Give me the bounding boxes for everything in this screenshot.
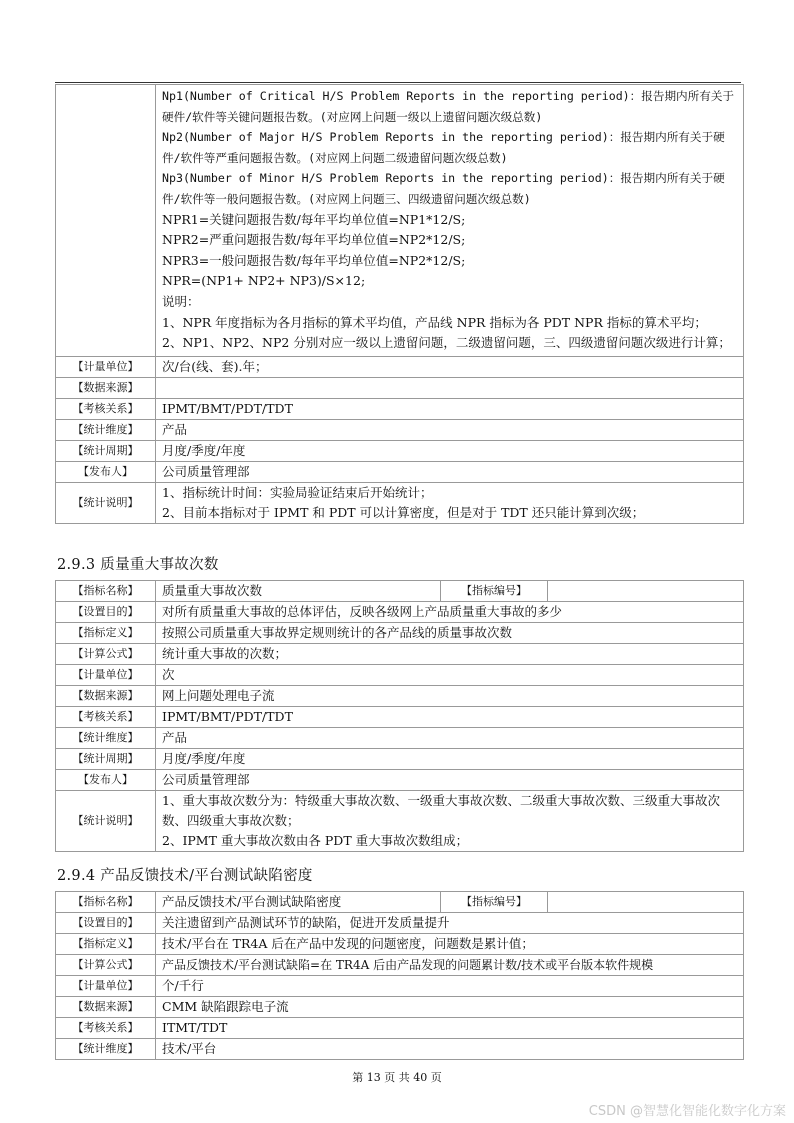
header-rule [55,82,741,83]
formula-value: 产品反馈技术/平台测试缺陷=在 TR4A 后由产品发现的问题累计数/技术或平台版本软件规模 [156,955,744,976]
relation-label: 【考核关系】 [56,1018,156,1039]
notes-label: 【统计说明】 [56,791,156,852]
name-label: 【指标名称】 [56,581,156,602]
name-value: 产品反馈技术/平台测试缺陷密度 [156,892,441,913]
notes-label: 【统计说明】 [56,482,156,523]
indicator-table-2-9-4 [55,891,744,1060]
purpose-value: 关注遗留到产品测试环节的缺陷，促进开发质量提升 [156,913,744,934]
publisher-label: 【发布人】 [56,461,156,482]
publisher-value: 公司质量管理部 [156,461,744,482]
source-value: CMM 缺陷跟踪电子流 [156,997,744,1018]
desc-line: NPR2=严重问题报告数/每年平均单位值=NP2*12/S; [162,232,466,248]
source-label: 【数据来源】 [56,997,156,1018]
relation-value: IPMT/BMT/PDT/TDT [156,398,744,419]
unit-value: 个/千行 [156,976,744,997]
formula-label: 【计算公式】 [56,955,156,976]
desc-line: NPR1=关键问题报告数/每年平均单位值=NP1*12/S; [162,211,466,227]
note-line: 2、IPMT 重大事故次数由各 PDT 重大事故次数组成； [162,833,469,848]
dimension-value: 技术/平台 [156,1039,744,1060]
period-label: 【统计周期】 [56,440,156,461]
code-label: 【指标编号】 [441,581,548,602]
purpose-value: 对所有质量重大事故的总体评估，反映各级网上产品质量重大事故的多少 [156,602,744,623]
watermark: CSDN @智慧化智能化数字化方案 [588,1104,786,1119]
relation-label: 【考核关系】 [56,707,156,728]
note-line: 1、指标统计时间：实验局验证结束后开始统计； [162,484,433,500]
name-value: 质量重大事故次数 [156,581,441,602]
source-label: 【数据来源】 [56,686,156,707]
formula-description [156,85,744,357]
dimension-value: 产品 [156,728,744,749]
relation-label: 【考核关系】 [56,398,156,419]
formula-label: 【计算公式】 [56,644,156,665]
relation-value: ITMT/TDT [156,1018,744,1039]
notes-value [156,482,744,523]
desc-line: Np3(Number of Minor H/S Problem Reports in the reporting period)：报告期内所有关于硬件/软件等一般问题报告数。(对应网上问题三、四级遗留问题次级总数) [162,171,725,206]
relation-value: IPMT/BMT/PDT/TDT [156,707,744,728]
period-label: 【统计周期】 [56,749,156,770]
period-value: 月度/季度/年度 [156,749,744,770]
definition-value: 按照公司质量重大事故界定规则统计的各产品线的质量事故次数 [156,623,744,644]
code-value [548,581,744,602]
name-label: 【指标名称】 [56,892,156,913]
dimension-label: 【统计维度】 [56,1039,156,1060]
source-value [156,377,744,398]
section-heading-2-9-4: 2.9.4 产品反馈技术/平台测试缺陷密度 [57,868,313,884]
purpose-label: 【设置目的】 [56,602,156,623]
source-label: 【数据来源】 [56,377,156,398]
indicator-table-2-9-3 [55,580,744,852]
definition-value: 技术/平台在 TR4A 后在产品中发现的问题密度，问题数是累计值； [156,934,744,955]
indicator-table-continued [55,84,744,524]
unit-value: 次/台(线、套).年； [156,356,744,377]
blank-label-cell [56,85,156,357]
definition-label: 【指标定义】 [56,623,156,644]
section-heading-2-9-3: 2.9.3 质量重大事故次数 [57,557,219,573]
dimension-label: 【统计维度】 [56,728,156,749]
unit-label: 【计量单位】 [56,665,156,686]
code-value [548,892,744,913]
unit-label: 【计量单位】 [56,976,156,997]
note-line: 2、目前本指标对于 IPMT 和 PDT 可以计算密度，但是对于 TDT 还只能计算到次级； [162,504,645,520]
definition-label: 【指标定义】 [56,934,156,955]
dimension-label: 【统计维度】 [56,419,156,440]
desc-line: NPR=(NP1+ NP2+ NP3)/S×12; [162,273,366,289]
period-value: 月度/季度/年度 [156,440,744,461]
desc-line: Np1(Number of Critical H/S Problem Reports in the reporting period)：报告期内所有关于硬件/软件等关键问题报告数。(对应网上问题一级以上遗留问题次级总数) [162,89,735,124]
desc-line: 说明： [162,293,200,309]
publisher-value: 公司质量管理部 [156,770,744,791]
dimension-value: 产品 [156,419,744,440]
unit-value: 次 [156,665,744,686]
desc-line: Np2(Number of Major H/S Problem Reports in the reporting period)：报告期内所有关于硬件/软件等严重问题报告数。(对应网上问题二级遗留问题次级总数) [162,130,725,165]
desc-line: NPR3=一般问题报告数/每年平均单位值=NP2*12/S; [162,252,466,268]
formula-value: 统计重大事故的次数； [156,644,744,665]
unit-label: 【计量单位】 [56,356,156,377]
page-footer: 第 13 页 共 40 页 [352,1071,442,1084]
desc-line: 2、NP1、NP2、NP2 分别对应一级以上遗留问题，二级遗留问题，三、四级遗留问题次级进行计算； [162,335,731,351]
purpose-label: 【设置目的】 [56,913,156,934]
note-line: 1、重大事故次数分为：特级重大事故次数、一级重大事故次数、二级重大事故次数、三级重大事故次数、四级重大事故次数； [162,793,720,828]
desc-line: 1、NPR 年度指标为各月指标的算术平均值，产品线 NPR 指标为各 PDT NPR 指标的算术平均； [162,314,707,330]
publisher-label: 【发布人】 [56,770,156,791]
notes-value [156,791,744,852]
code-label: 【指标编号】 [441,892,548,913]
source-value: 网上问题处理电子流 [156,686,744,707]
